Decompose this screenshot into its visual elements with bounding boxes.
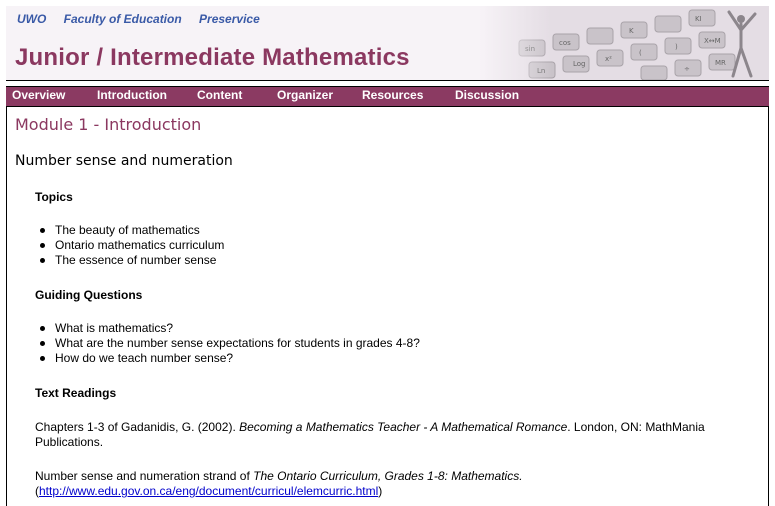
nav-resources[interactable]: Resources [362, 88, 424, 102]
module-subtitle: Number sense and numeration [15, 153, 233, 169]
reading2-paren-close: ) [378, 484, 383, 498]
reading2-prefix: Number sense and numeration strand of [35, 469, 254, 483]
topics-list [35, 223, 224, 268]
list-item: How do we teach number sense? [35, 351, 420, 366]
list-item: Ontario mathematics curriculum [35, 238, 224, 253]
text-readings-heading: Text Readings [35, 386, 117, 400]
nav-organizer[interactable]: Organizer [277, 88, 334, 102]
nav-overview[interactable]: Overview [12, 88, 66, 102]
breadcrumb-preservice[interactable]: Preservice [199, 12, 260, 26]
curriculum-link[interactable]: http://www.edu.gov.on.ca/eng/document/curricul/elemcurric.html [39, 484, 379, 498]
page-title: Junior / Intermediate Mathematics [15, 44, 410, 71]
topics-heading: Topics [35, 190, 73, 204]
calculator-banner-image [479, 6, 769, 80]
main-content [6, 106, 769, 506]
header-divider [6, 80, 769, 81]
list-item: The beauty of mathematics [35, 223, 224, 238]
module-title: Module 1 - Introduction [15, 115, 202, 134]
guiding-questions-heading: Guiding Questions [35, 288, 143, 302]
guiding-questions-list [35, 321, 420, 366]
reading1-prefix: Chapters 1-3 of Gadanidis, G. (2002). [35, 420, 240, 434]
nav-discussion[interactable]: Discussion [455, 88, 520, 102]
reading-citation-2 [35, 469, 735, 499]
main-nav [6, 86, 769, 107]
nav-introduction[interactable]: Introduction [97, 88, 167, 102]
reading2-doc-title: The Ontario Curriculum, Grades 1-8: Mathematics. [253, 469, 523, 483]
reading1-book-title: Becoming a Mathematics Teacher - A Mathematical Romance [239, 420, 568, 434]
reading1-suffix: . London, ON: MathMania Publications. [35, 420, 705, 449]
list-item: What are the number sense expectations for students in grades 4-8? [35, 336, 420, 351]
reading-citation-1 [35, 420, 735, 450]
breadcrumb-faculty[interactable]: Faculty of Education [63, 12, 182, 26]
nav-content[interactable]: Content [197, 88, 243, 102]
breadcrumb [17, 12, 274, 26]
breadcrumb-uwo[interactable]: UWO [17, 12, 47, 26]
list-item: The essence of number sense [35, 253, 224, 268]
list-item: What is mathematics? [35, 321, 420, 336]
reading2-paren-open: ( [35, 484, 39, 498]
site-header [6, 6, 769, 80]
